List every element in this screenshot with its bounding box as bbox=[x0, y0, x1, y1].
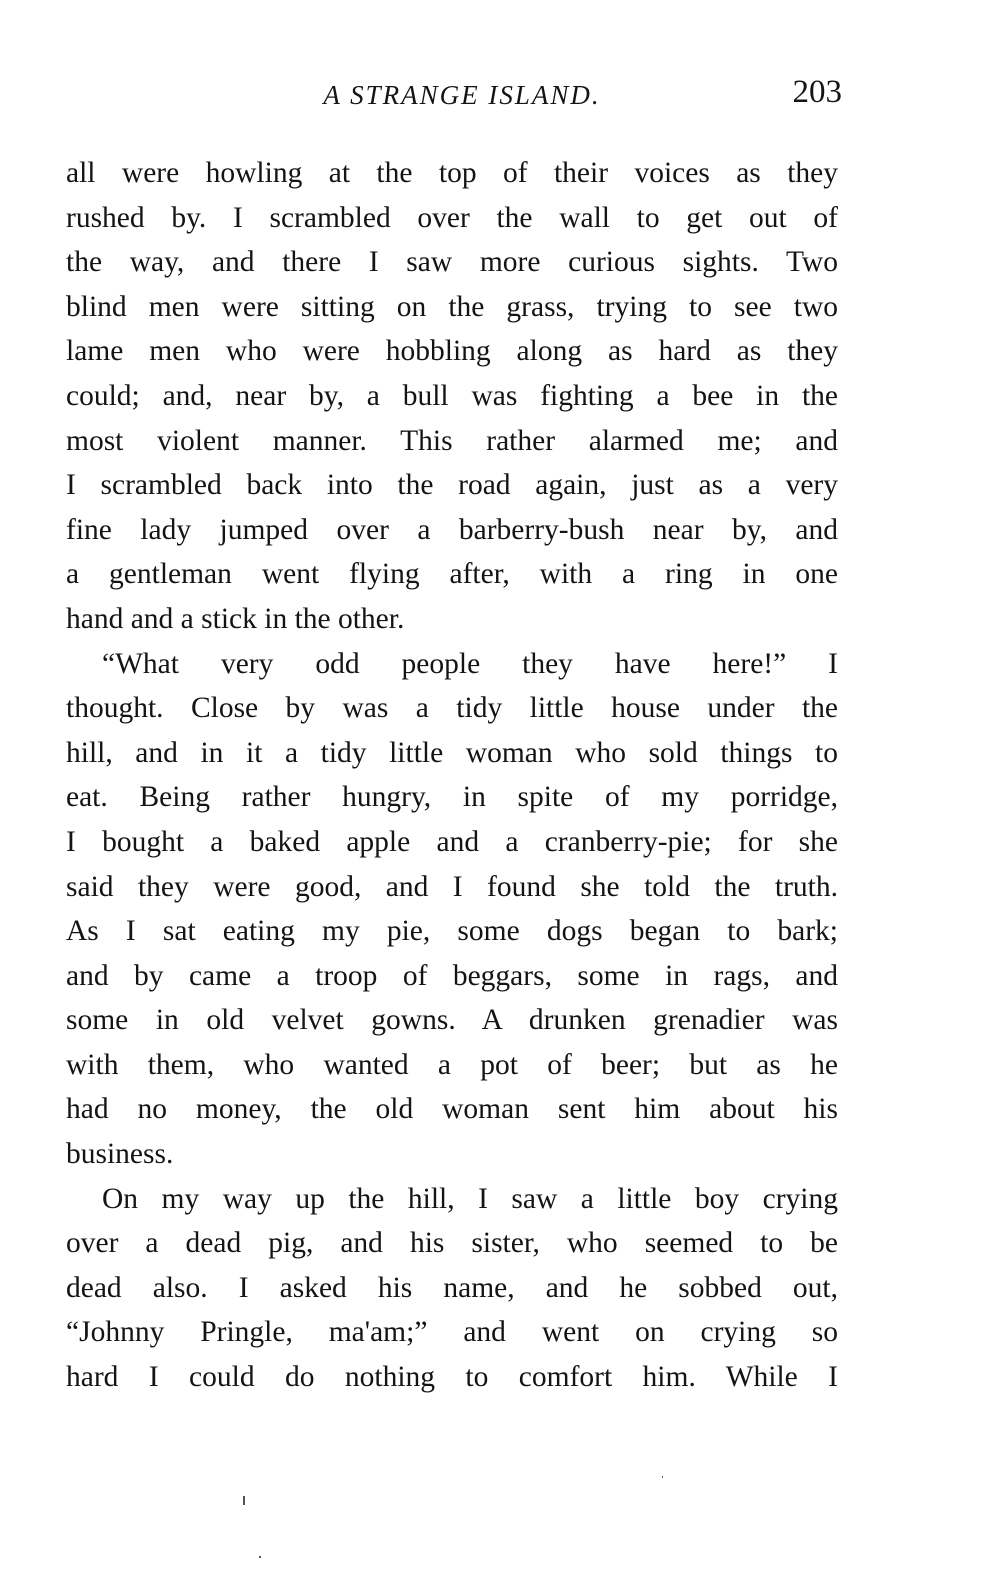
text-line: could; and, near by, a bull was fighting a bee in the bbox=[66, 379, 838, 412]
text-line: a gentleman went flying after, with a ring in one bbox=[66, 558, 838, 591]
print-speck bbox=[662, 1476, 663, 1478]
running-head bbox=[66, 74, 842, 118]
paragraph-2 bbox=[66, 642, 838, 1177]
body-text bbox=[66, 151, 838, 1400]
text-line: On my way up the hill, I saw a little boy crying bbox=[102, 1182, 838, 1215]
text-line: over a dead pig, and his sister, who seemed to be bbox=[66, 1227, 838, 1260]
text-line: with them, who wanted a pot of beer; but as he bbox=[66, 1048, 838, 1081]
text-line: had no money, the old woman sent him about his bbox=[66, 1093, 838, 1126]
text-line: lame men who were hobbling along as hard as they bbox=[66, 335, 838, 368]
text-line: dead also. I asked his name, and he sobbed out, bbox=[66, 1271, 838, 1304]
text-line: said they were good, and I found she told the truth. bbox=[66, 870, 838, 903]
text-line: I scrambled back into the road again, just as a very bbox=[66, 469, 838, 502]
text-line: hard I could do nothing to comfort him. While I bbox=[66, 1361, 838, 1394]
print-speck bbox=[259, 1556, 261, 1558]
print-speck bbox=[243, 1496, 245, 1505]
page-number: 203 bbox=[792, 74, 842, 110]
text-line: eat. Being rather hungry, in spite of my porridge, bbox=[66, 781, 838, 814]
text-line: I bought a baked apple and a cranberry-pie; for she bbox=[66, 825, 838, 858]
text-line: and by came a troop of beggars, some in rags, and bbox=[66, 959, 838, 992]
paragraph-1 bbox=[66, 151, 838, 642]
text-line: blind men were sitting on the grass, trying to see two bbox=[66, 290, 838, 323]
text-line: hill, and in it a tidy little woman who sold things to bbox=[66, 736, 838, 769]
text-line: fine lady jumped over a barberry-bush near by, and bbox=[66, 513, 838, 546]
text-line: most violent manner. This rather alarmed me; and bbox=[66, 424, 838, 457]
text-line: “Johnny Pringle, ma'am;” and went on crying so bbox=[66, 1316, 838, 1349]
text-line: rushed by. I scrambled over the wall to get out of bbox=[66, 201, 838, 234]
text-line: some in old velvet gowns. A drunken grenadier was bbox=[66, 1004, 838, 1037]
text-line: As I sat eating my pie, some dogs began to bark; bbox=[66, 915, 838, 948]
text-line: the way, and there I saw more curious sights. Two bbox=[66, 246, 838, 279]
paragraph-3 bbox=[66, 1177, 838, 1400]
text-line: “What very odd people they have here!” I bbox=[102, 647, 838, 680]
text-line: all were howling at the top of their voices as they bbox=[66, 157, 838, 189]
text-line: hand and a stick in the other. bbox=[66, 602, 405, 635]
text-line: business. bbox=[66, 1138, 174, 1171]
running-title: A STRANGE ISLAND. bbox=[323, 80, 601, 110]
text-line: thought. Close by was a tidy little house under the bbox=[66, 692, 838, 725]
